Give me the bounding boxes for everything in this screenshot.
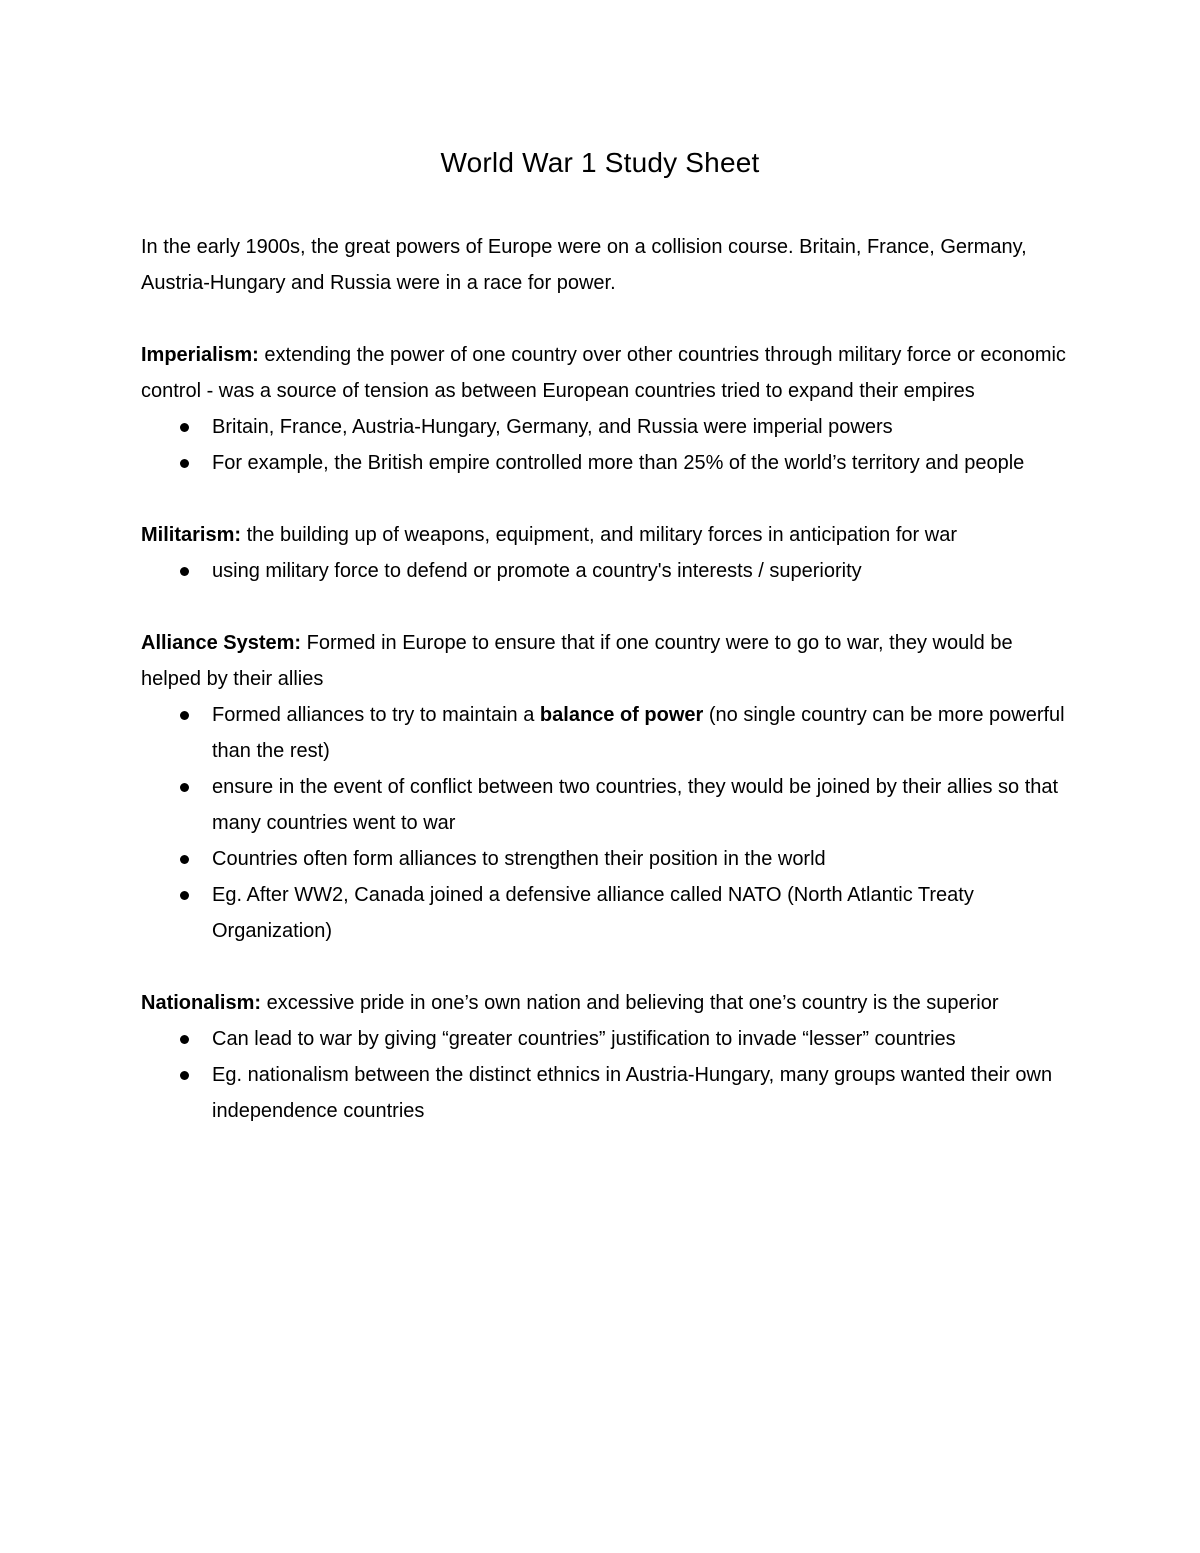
bullet-icon xyxy=(180,1071,189,1080)
imperialism-text: extending the power of one country over other countries through military force or economic control - was a source of tension as between European countries tried to expand their empires xyxy=(141,344,1066,402)
nationalism-term: Nationalism: xyxy=(141,992,262,1014)
list-item: Eg. nationalism between the distinct ethnics in Austria-Hungary, many groups wanted their own independence countries xyxy=(141,1057,1071,1129)
militarism-list xyxy=(141,553,1071,589)
militarism-term: Militarism: xyxy=(141,524,242,546)
bullet-icon xyxy=(180,423,189,432)
list-item: Countries often form alliances to strengthen their position in the world xyxy=(141,841,1071,877)
imperialism-definition xyxy=(141,337,1071,409)
spacer xyxy=(141,301,1071,337)
list-item: ensure in the event of conflict between two countries, they would be joined by their allies so that many countries went to war xyxy=(141,769,1071,841)
spacer xyxy=(141,481,1071,517)
spacer xyxy=(141,949,1071,985)
bullet-icon xyxy=(180,855,189,864)
nationalism-text: excessive pride in one’s own nation and believing that one’s country is the superior xyxy=(261,992,999,1014)
bullet-icon xyxy=(180,783,189,792)
bullet-icon xyxy=(180,567,189,576)
list-item: Formed alliances to try to maintain a balance of power (no single country can be more powerful than the rest) xyxy=(141,697,1071,769)
alliance-definition xyxy=(141,625,1071,697)
nationalism-list xyxy=(141,1021,1071,1129)
militarism-definition xyxy=(141,517,1071,553)
list-item: Can lead to war by giving “greater countries” justification to invade “lesser” countries xyxy=(141,1021,1071,1057)
document-body xyxy=(141,229,1071,1129)
bullet-icon xyxy=(180,711,189,720)
page-title: World War 1 Study Sheet xyxy=(440,147,760,178)
balance-of-power-term: balance of power xyxy=(539,704,704,726)
bullet-icon xyxy=(180,1035,189,1044)
imperialism-list xyxy=(141,409,1071,481)
alliance-term: Alliance System: xyxy=(141,632,302,654)
list-item: Britain, France, Austria-Hungary, Germany, and Russia were imperial powers xyxy=(141,409,1071,445)
bullet-icon xyxy=(180,459,189,468)
bullet-icon xyxy=(180,891,189,900)
list-item: using military force to defend or promote a country's interests / superiority xyxy=(141,553,1071,589)
imperialism-term: Imperialism: xyxy=(141,344,259,366)
spacer xyxy=(141,589,1071,625)
alliance-text: Formed in Europe to ensure that if one country were to go to war, they would be helped by their allies xyxy=(141,632,1013,690)
alliance-list xyxy=(141,697,1071,949)
list-item: For example, the British empire controlled more than 25% of the world’s territory and people xyxy=(141,445,1071,481)
nationalism-definition xyxy=(141,985,1071,1021)
list-item: Eg. After WW2, Canada joined a defensive alliance called NATO (North Atlantic Treaty Organization) xyxy=(141,877,1071,949)
militarism-text: the building up of weapons, equipment, and military forces in anticipation for war xyxy=(241,524,957,546)
intro-paragraph: In the early 1900s, the great powers of Europe were on a collision course. Britain, France, Germany, Austria-Hungary and Russia were in a race for power. xyxy=(141,236,1027,294)
